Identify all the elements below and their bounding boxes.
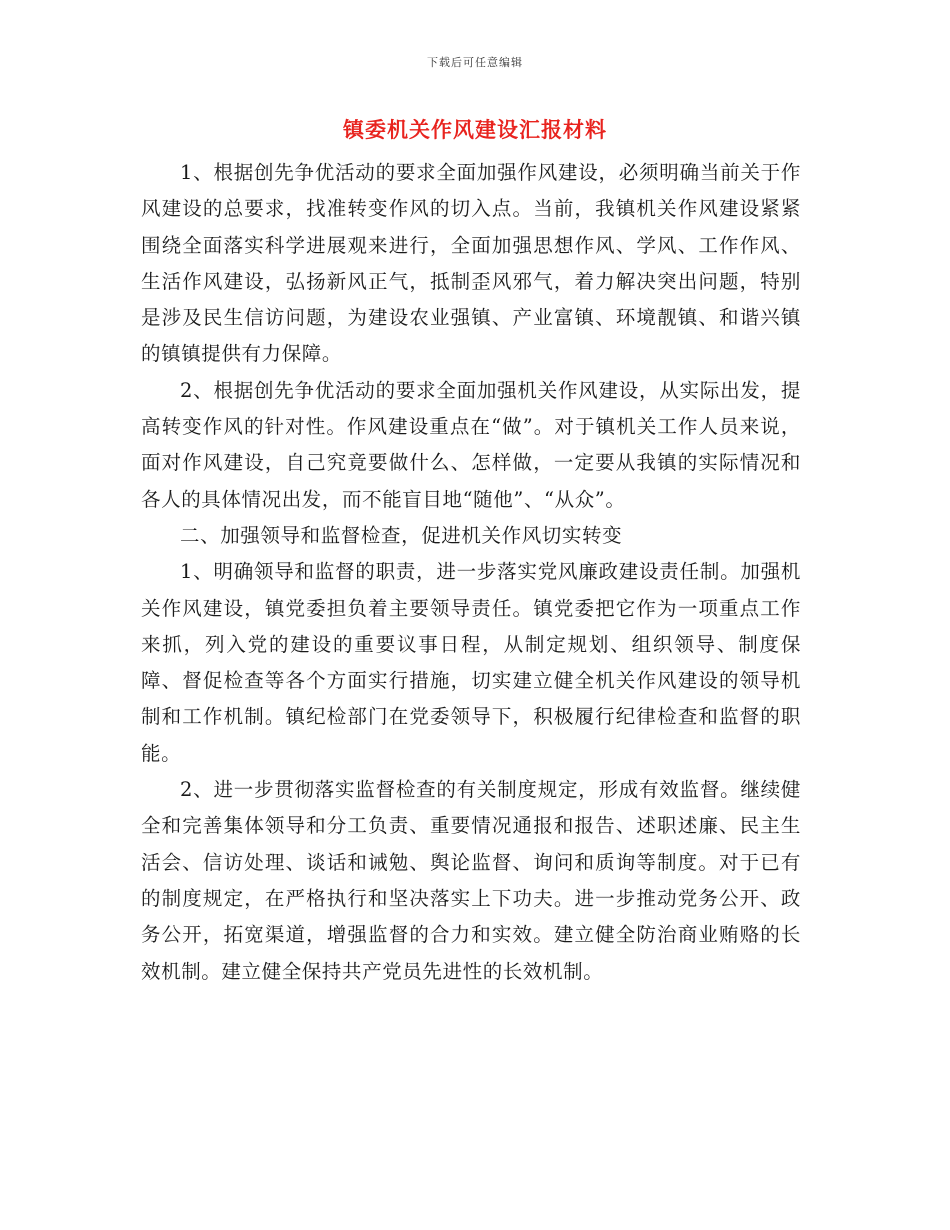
header-note: 下载后可任意编辑	[427, 56, 523, 69]
document-title: 镇委机关作风建设汇报材料	[343, 117, 607, 142]
paragraph-4: 2、进一步贯彻落实监督检查的有关制度规定，形成有效监督。继续健全和完善集体领导和分工负责、重要情况通报和报告、述职述廉、民主生活会、信访处理、谈话和诫勉、舆论监督、询问和质询等制度。对于已有的制度规定，在严格执行和坚决落实上下功夫。进一步推动党务公开、政务公开，拓宽渠道，增强监督的合力和实效。建立健全防治商业贿赂的长效机制。建立健全保持共产党员先进性的长效机制。	[141, 778, 801, 983]
paragraph-1: 1、根据创先争优活动的要求全面加强作风建设，必须明确当前关于作风建设的总要求，找准转变作风的切入点。当前，我镇机关作风建设紧紧围绕全面落实科学进展观来进行，全面加强思想作风、学风、工作作风、生活作风建设，弘扬新风正气，抵制歪风邪气，着力解决突出问题，特别是涉及民生信访问题，为建设农业强镇、产业富镇、环境靓镇、和谐兴镇的镇镇提供有力保障。	[141, 161, 801, 366]
paragraph-3: 1、明确领导和监督的职责，进一步落实党风廉政建设责任制。加强机关作风建设，镇党委担负着主要领导责任。镇党委把它作为一项重点工作来抓，列入党的建设的重要议事日程，从制定规划、组织领导、制度保障、督促检查等各个方面实行措施，切实建立健全机关作风建设的领导机制和工作机制。镇纪检部门在党委领导下，积极履行纪律检查和监督的职能。	[141, 560, 801, 765]
paragraph-2: 2、根据创先争优活动的要求全面加强机关作风建设，从实际出发，提高转变作风的针对性。作风建设重点在“做”。对于镇机关工作人员来说，面对作风建设，自己究竟要做什么、怎样做，一定要从我镇的实际情况和各人的具体情况出发，而不能盲目地“随他”、“从众”。	[141, 378, 801, 511]
document-body	[141, 155, 801, 990]
section-heading: 二、加强领导和监督检查，促进机关作风切实转变	[180, 523, 623, 547]
